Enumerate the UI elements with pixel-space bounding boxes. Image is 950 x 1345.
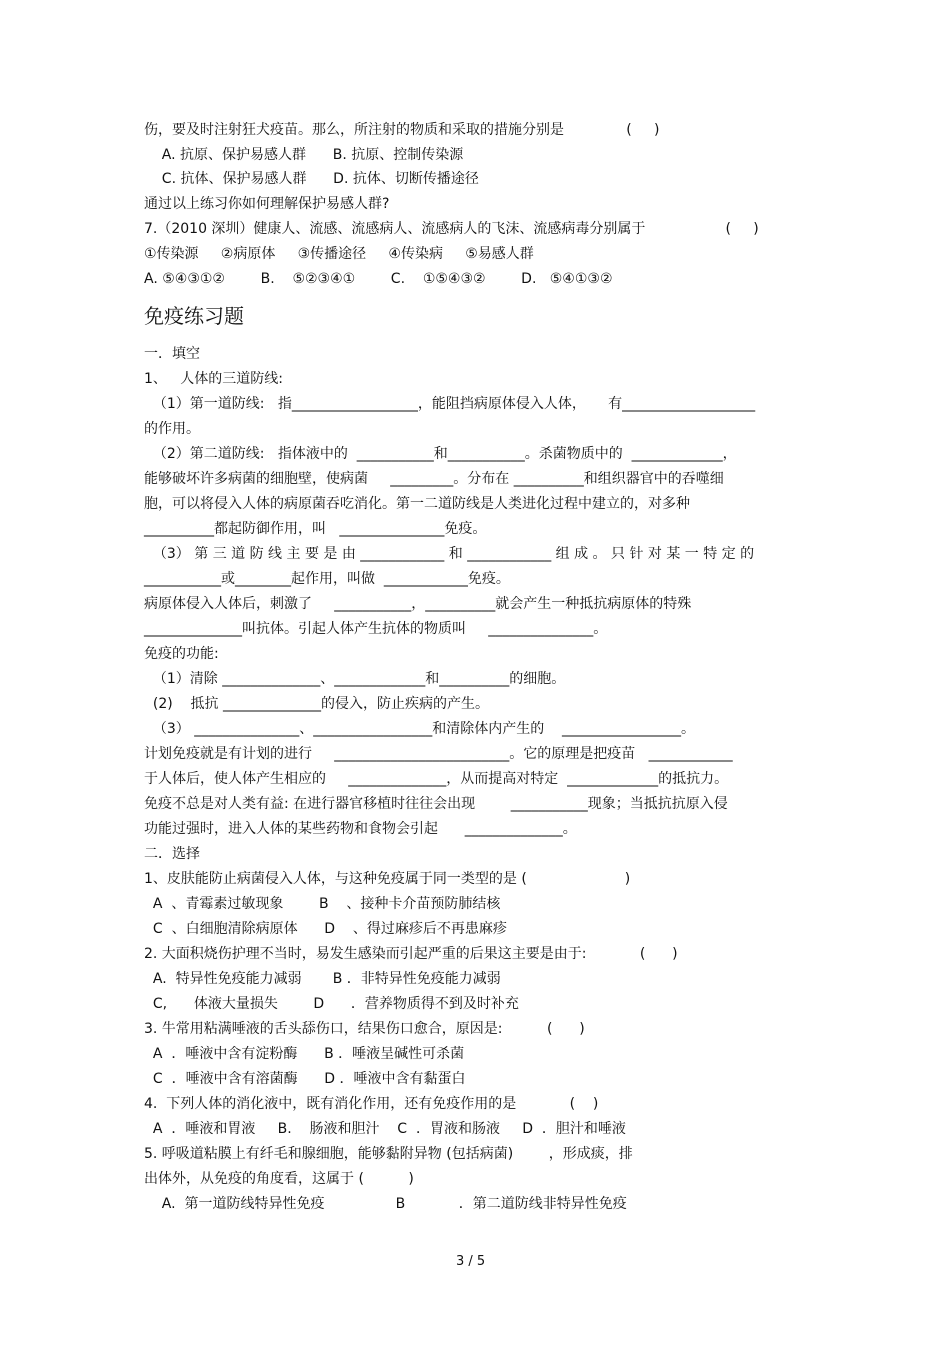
option-line: C 、白细胞清除病原体 D 、得过麻疹后不再患麻疹 — [144, 921, 507, 937]
option-line: A. 第一道防线特异性免疫 B ．第二道防线非特异性免疫 — [144, 1196, 627, 1212]
text-line: （3） 第 三 道 防 线 主 要 是 由 ____________ 和 ____________ 组 成 。 只 针 对 某 一 特 定 的 — [144, 546, 755, 562]
option-line: A. ⑤④③①② B. ⑤②③④① C. ①⑤④③② D. ⑤④①③② — [144, 271, 613, 287]
option-line: C ．唾液中含有溶菌酶 D ．唾液中含有黏蛋白 — [144, 1071, 466, 1087]
text-line: 病原体侵入人体后，刺激了 ___________，__________就会产生一种抵抗病原体的特殊 — [144, 596, 692, 612]
option-line: C. 抗体、保护易感人群 D. 抗体、切断传播途径 — [144, 171, 479, 187]
text-line: __________都起防御作用，叫 _______________免疫。 — [144, 521, 487, 537]
text-line: （1）清除 ______________、_____________和__________的细胞。 — [144, 671, 566, 687]
option-line: C, 体液大量损失 D ．营养物质得不到及时补充 — [144, 996, 519, 1012]
option-line: A ．唾液中含有淀粉酶 B ．唾液呈碱性可杀菌 — [144, 1046, 465, 1062]
text-line: 的作用。 — [144, 421, 200, 437]
section-title: 免疫练习题 — [144, 304, 244, 328]
question-line: 4. 下列人体的消化液中，既有消化作用，还有免疫作用的是 ( ) — [144, 1096, 599, 1112]
text-line: ______________叫抗体。引起人体产生抗体的物质叫 _______________。 — [144, 621, 608, 637]
subsection-heading: 二．选择 — [144, 846, 200, 862]
text-line: （3） _______________、_________________和清除体内产生的 _________________。 — [144, 721, 696, 737]
text-line: （2）第二道防线: 指体液中的 ___________和___________。杀菌物质中的 _____________， — [144, 446, 737, 462]
subsection-heading: 一．填空 — [144, 346, 200, 362]
text-line: 免疫不总是对人类有益: 在进行器官移植时往往会出现 ___________现象；当抵抗抗原入侵 — [144, 796, 728, 812]
question-line: 7.（2010 深圳）健康人、流感、流感病人、流感病人的飞沫、流感病毒分别属于 ( ) — [144, 221, 759, 237]
text-line: 胞，可以将侵入人体的病原菌吞吃消化。第一二道防线是人类进化过程中建立的，对多种 — [144, 496, 690, 512]
page-number: 3 / 5 — [456, 1254, 486, 1269]
question-line: 出体外，从免疫的角度看，这属于 ( ) — [144, 1171, 414, 1187]
text-line: 伤，要及时注射狂犬疫苗。那么，所注射的物质和采取的措施分别是 ( ) — [144, 122, 660, 138]
question-line: 1、皮肤能防止病菌侵入人体，与这种免疫属于同一类型的是 ( ) — [144, 871, 631, 887]
text-line: 1、 人体的三道防线: — [144, 371, 283, 387]
option-line: A. 特异性免疫能力减弱 B ．非特异性免疫能力减弱 — [144, 971, 501, 987]
question-line: 2. 大面积烧伤护理不当时，易发生感染而引起严重的后果这主要是由于: ( ) — [144, 946, 678, 962]
text-line: 计划免疫就是有计划的进行 _________________________。它的原理是把疫苗 ____________ — [144, 746, 733, 762]
question-line: 5. 呼吸道粘膜上有纤毛和腺细胞，能够黏附异物 (包括病菌) ，形成痰，排 — [144, 1146, 633, 1162]
question-line: 3. 牛常用粘满唾液的舌头舔伤口，结果伤口愈合，原因是: ( ) — [144, 1021, 585, 1037]
text-line: 功能过强时，进入人体的某些药物和食物会引起 ______________。 — [144, 821, 577, 837]
option-line: A. 抗原、保护易感人群 B. 抗原、控制传染源 — [144, 147, 464, 163]
text-line: ①传染源 ②病原体 ③传播途径 ④传染病 ⑤易感人群 — [144, 246, 534, 262]
text-line: 能够破坏许多病菌的细胞壁，使病菌 _________。分布在 __________和组织器官中的吞噬细 — [144, 471, 724, 487]
text-line: （1）第一道防线: 指__________________，能阻挡病原体侵入人体， 有___________________ — [144, 396, 756, 412]
text-line: 于人体后，使人体产生相应的 ______________，从而提高对特定 _____________的抵抗力。 — [144, 771, 729, 787]
text-line: 免疫的功能: — [144, 646, 219, 662]
option-line: A 、青霉素过敏现象 B 、接种卡介苗预防肺结核 — [144, 896, 501, 912]
text-line: 通过以上练习你如何理解保护易感人群? — [144, 196, 390, 212]
option-line: A ．唾液和胃液 B. 肠液和胆汁 C ．胃液和肠液 D ．胆汁和唾液 — [144, 1121, 626, 1137]
text-line: ___________或________起作用，叫做 ____________免疫。 — [144, 571, 510, 587]
text-line: (2) 抵抗 ______________的侵入，防止疾病的产生。 — [144, 696, 489, 712]
